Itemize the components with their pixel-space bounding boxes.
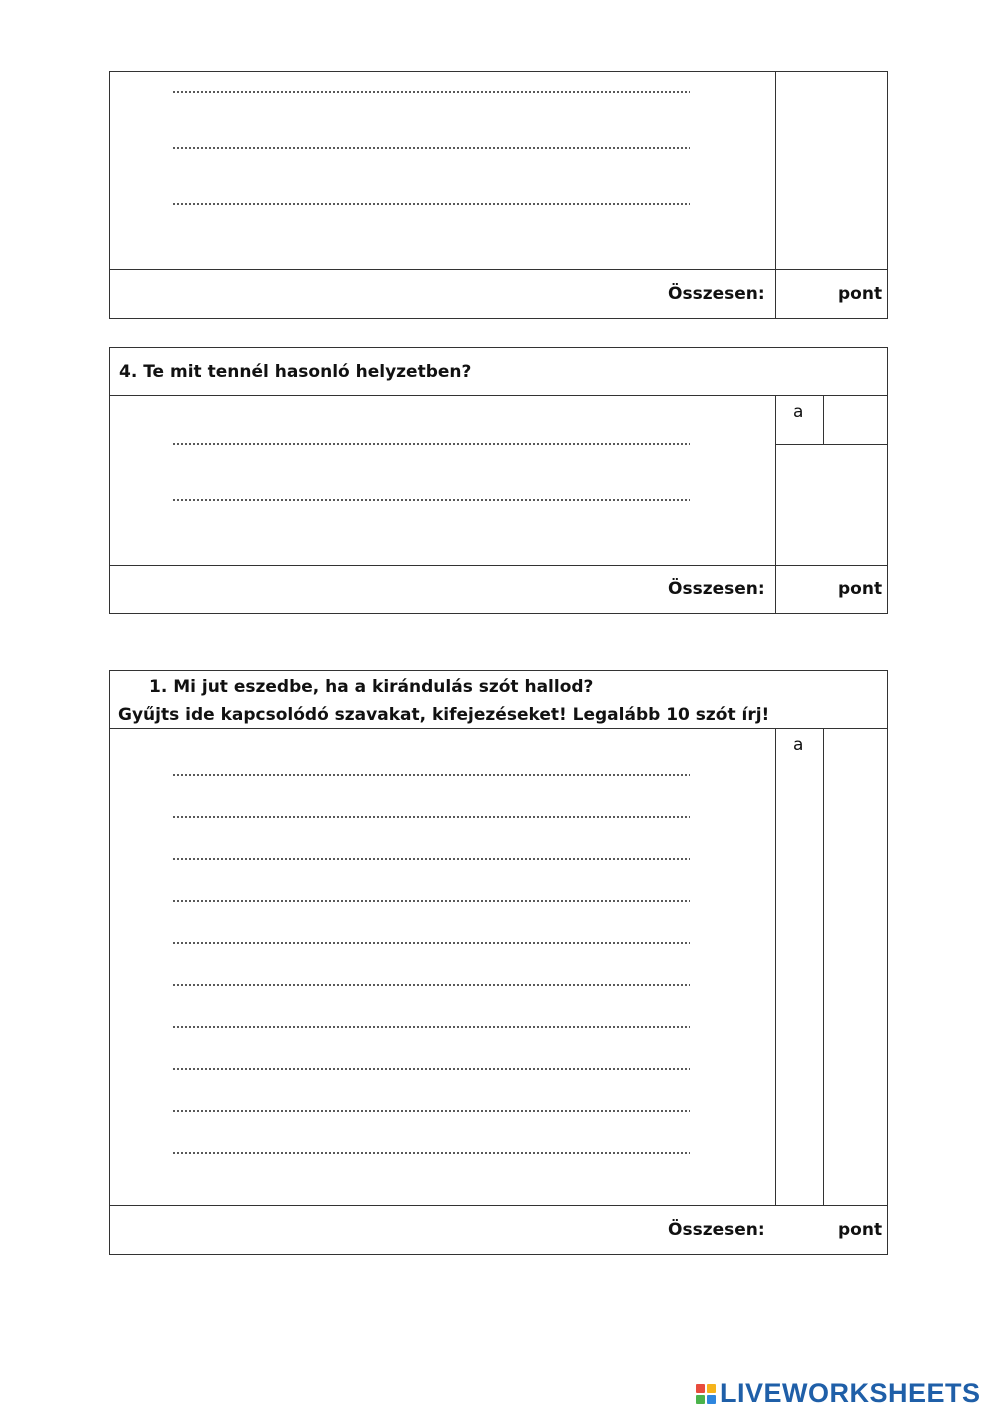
answer-line[interactable] (172, 499, 690, 501)
answer-line[interactable] (172, 942, 690, 944)
answer-line[interactable] (172, 774, 690, 776)
pont-label: pont (838, 284, 883, 304)
answer-line[interactable] (172, 91, 690, 93)
question-1-title: 1. Mi jut eszedbe, ha a kirándulás szót hallod? (149, 677, 594, 697)
answer-line[interactable] (172, 816, 690, 818)
answer-line[interactable] (172, 984, 690, 986)
score-letter-divider (823, 395, 824, 444)
total-label: Összesen: (668, 1220, 765, 1240)
total-row-divider (110, 1205, 887, 1206)
answer-line[interactable] (172, 1068, 690, 1070)
answer-line[interactable] (172, 1026, 690, 1028)
score-column-divider (775, 395, 776, 613)
question-1-box (109, 670, 888, 1255)
answer-line[interactable] (172, 900, 690, 902)
question-4-title: 4. Te mit tennél hasonló helyzetben? (119, 362, 472, 382)
liveworksheets-logo[interactable] (696, 1378, 981, 1409)
header-divider (110, 728, 887, 729)
total-label: Összesen: (668, 284, 765, 304)
total-label: Összesen: (668, 579, 765, 599)
logo-square (707, 1384, 716, 1393)
score-letter-divider (823, 728, 824, 1205)
answer-line[interactable] (172, 1110, 690, 1112)
question-1-instruction: Gyűjts ide kapcsolódó szavakat, kifejezéseket! Legalább 10 szót írj! (118, 705, 770, 725)
logo-square (707, 1395, 716, 1404)
score-column-divider (775, 728, 776, 1205)
answer-line[interactable] (172, 203, 690, 205)
previous-question-box (109, 71, 888, 319)
answer-line[interactable] (172, 147, 690, 149)
total-row-divider (110, 565, 887, 566)
pont-label: pont (838, 1220, 883, 1240)
answer-line[interactable] (172, 1152, 690, 1154)
score-letter: a (793, 735, 804, 755)
header-divider (110, 395, 887, 396)
question-4-box (109, 347, 888, 614)
logo-text: LIVEWORKSHEETS (720, 1378, 981, 1408)
score-column-divider (775, 72, 776, 318)
score-cell-divider (775, 444, 887, 445)
logo-square (696, 1384, 705, 1393)
logo-squares-icon (696, 1384, 716, 1404)
pont-label: pont (838, 579, 883, 599)
score-letter: a (793, 402, 804, 422)
answer-line[interactable] (172, 858, 690, 860)
total-row-divider (110, 269, 887, 270)
answer-line[interactable] (172, 443, 690, 445)
logo-square (696, 1395, 705, 1404)
